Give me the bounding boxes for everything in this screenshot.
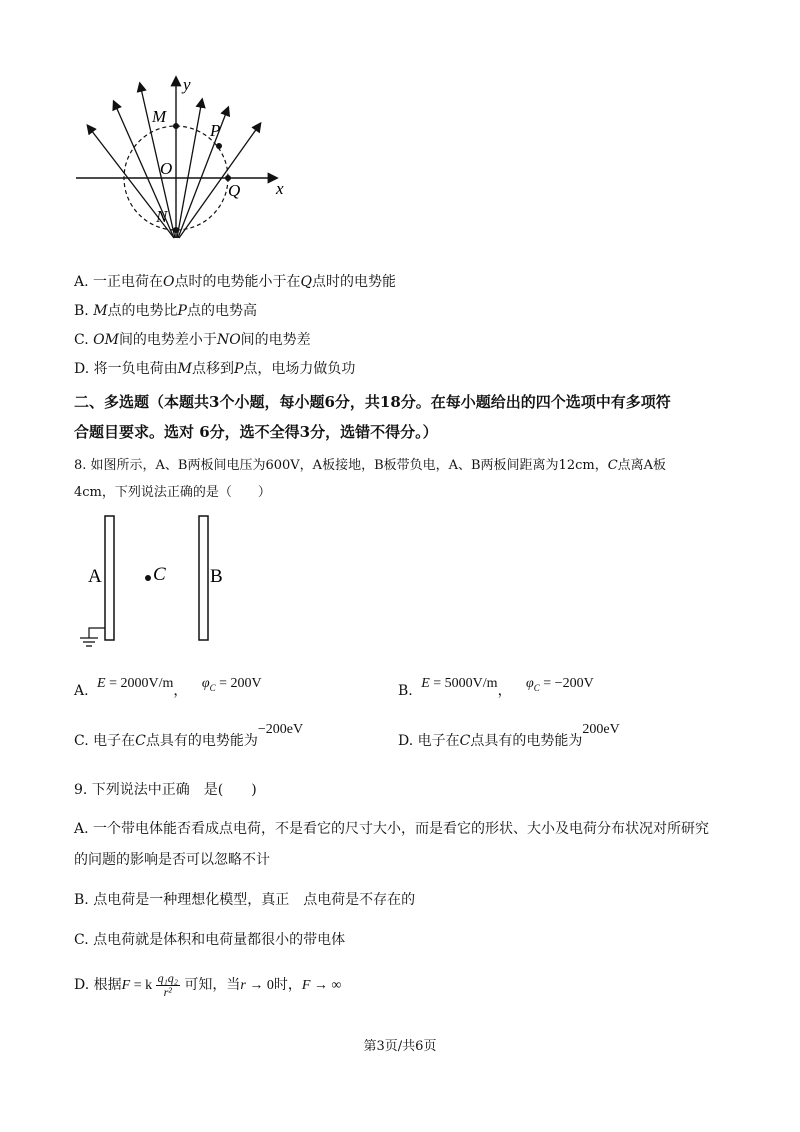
- label-m: M: [152, 107, 167, 126]
- plates-figure: [80, 510, 250, 660]
- q9-stem: 9. 下列说法中正确 是( ): [74, 782, 257, 798]
- section-heading-line2: 合题目要求。选对 6分，选不全得3分，选错不得分。）: [74, 423, 438, 441]
- label-q: Q: [228, 181, 241, 200]
- label-p: P: [210, 121, 221, 140]
- q9-option-b: B. 点电荷是一种理想化模型，真正 点电荷是不存在的: [74, 892, 416, 908]
- q8-option-d: D. 电子在C点具有的电势能为200eV: [398, 722, 620, 749]
- label-n: N: [156, 207, 168, 226]
- y-axis-label: y: [183, 75, 191, 94]
- section-heading-line1: 二、多选题（本题共3个小题，每小题6分，共18分。在每小题给出的四个选项中有多项符: [74, 393, 671, 411]
- q8-option-c: C. 电子在C点具有的电势能为−200eV: [74, 722, 304, 749]
- label-o: O: [160, 159, 173, 178]
- field-lines-figure: [70, 70, 300, 245]
- q9-option-d: D. 根据F = k $\frac{\text{q₁q₂}}{\text{r²}}$ 可知，当r → 0时，F → ∞: [74, 970, 342, 999]
- q9-option-a-line1: A. 一个带电体能否看成点电荷，不是看它的尺寸大小，而是看它的形状、大小及电荷分布状况对所研究: [74, 821, 710, 837]
- q8-stem-line2: 4cm，下列说法正确的是（ ）: [74, 485, 271, 500]
- q7-option-d: D. 将一负电荷由M点移到P点，电场力做负功: [74, 361, 356, 377]
- q7-option-a: A. 一正电荷在O点时的电势能小于在Q点时的电势能: [74, 274, 396, 290]
- plate-b-label: B: [210, 566, 223, 587]
- x-axis-label: x: [276, 179, 284, 198]
- q9-option-a-line2: 的问题的影响是否可以忽略不计: [74, 852, 270, 868]
- point-c-label: C: [153, 564, 166, 585]
- q7-option-c: C. OM间的电势差小于NO间的电势差: [74, 332, 311, 348]
- q8-option-a: A. E = 2000V/m， $\varphi_C = 200V$: [74, 676, 262, 699]
- page-number: 第3页/共6页: [363, 1039, 437, 1054]
- q9-option-c: C. 点电荷就是体积和电荷量都很小的带电体: [74, 932, 346, 948]
- q7-option-b: B. M点的电势比P点的电势高: [74, 303, 257, 319]
- q8-option-b: B. E = 5000V/m， $\varphi_C = -200V$: [398, 676, 594, 699]
- plate-a-label: A: [88, 566, 102, 587]
- q8-stem-line1: 8. 如图所示，A、B两板间电压为600V，A板接地，B板带负电，A、B两板间距离为12cm，C点离A板: [74, 458, 667, 473]
